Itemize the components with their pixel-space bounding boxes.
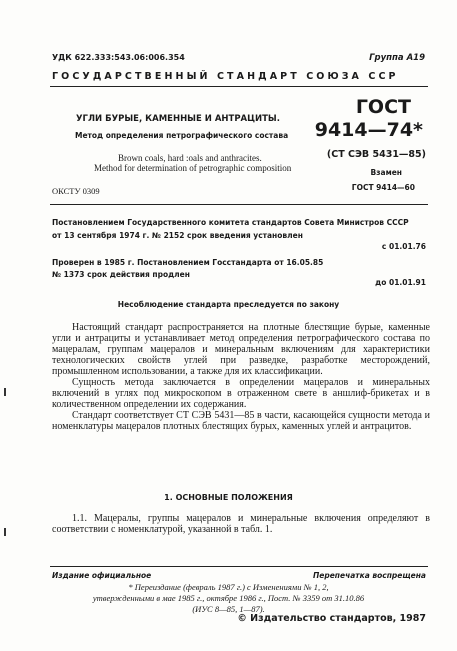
title-rule [50,204,428,205]
gost-label: ГОСТ [355,96,411,118]
section-title: 1. ОСНОВНЫЕ ПОЛОЖЕНИЯ [164,493,293,502]
checked-line-1: Проверен в 1985 г. Постановлением Госстандарта от 16.05.85 [52,258,324,267]
replaced-label: Взамен [370,168,402,177]
sev-reference: (СТ СЭВ 5431—85) [326,149,426,160]
paragraph-essence: Сущность метода заключается в определении мацералов и минеральных включений в углях под микроскопом в отраженном свете в аншлиф-брикетах и в количественном определении их содержания. [52,377,430,410]
state-standard-banner: ГОСУДАРСТВЕННЫЙ СТАНДАРТ СОЮЗА ССР [52,71,399,82]
copyright: © Издательство стандартов, 1987 [237,613,426,624]
paragraph-clause-1-1: 1.1. Мацералы, группы мацералов и минеральные включения определяют в соответствии с номенклатурой, указанной в табл. 1. [52,513,430,535]
checked-text [52,257,323,281]
reissue-note [0,582,457,615]
subtitle-en: Method for determination of petrographic composition [94,163,292,173]
legal-warning: Несоблюдение стандарта преследуется по закону [117,300,340,309]
okstu-code: ОКСТУ 0309 [52,186,100,196]
decree-line-2: от 13 сентября 1974 г. № 2152 срок введения установлен [52,231,303,240]
reprint-notice: Перепечатка воспрещена [312,571,426,580]
decree-text [52,216,409,242]
clause-text [52,513,430,535]
margin-mark [4,528,6,536]
validity-date: до 01.01.91 [375,278,426,287]
group-code: Группа А19 [369,53,425,63]
title-en: Brown coals, hard :oals and anthracites. [118,153,262,163]
gost-number: 9414—74* [314,119,423,141]
margin-mark [4,388,6,396]
paragraph-scope: Настоящий стандарт распространяется на плотные блестящие бурые, каменные угли и антрациты и устанавливает метод определения петрографического состава по мацералам, группам мацералов и минеральным включениям для характеристики технологических свойств углей при разведке, разработке месторождений, промышленном использовании, а также для их классификации. [52,322,430,377]
checked-line-2: № 1373 срок действия продлен [52,270,190,279]
udk-code: УДК 622.333:543.06:006.354 [52,53,185,62]
header-rule [50,86,428,87]
title-ru: УГЛИ БУРЫЕ, КАМЕННЫЕ И АНТРАЦИТЫ. [76,114,280,124]
official-edition: Издание официальное [52,571,152,580]
effective-date: с 01.01.76 [381,242,426,251]
reissue-line-1: * Переиздание (февраль 1987 г.) с Изменениями № 1, 2, [128,582,329,592]
footer-rule [50,566,428,567]
decree-line-1: Постановлением Государственного комитета стандартов Совета Министров СССР [52,218,409,227]
body-text [52,322,430,432]
reissue-line-3: (ИУС 8—85, 1—87). [192,604,265,614]
paragraph-compliance: Стандарт соответствует СТ СЭВ 5431—85 в части, касающейся сущности метода и номенклатуры мацералов плотных блестящих бурых, каменных углей и антрацитов. [52,410,430,432]
reissue-line-2: утвержденными в мае 1985 г., октябре 1986 г., Пост. № 3359 от 31.10.86 [92,593,365,603]
subtitle-ru: Метод определения петрографического состава [75,131,289,140]
replaced-standard: ГОСТ 9414—60 [351,183,415,192]
